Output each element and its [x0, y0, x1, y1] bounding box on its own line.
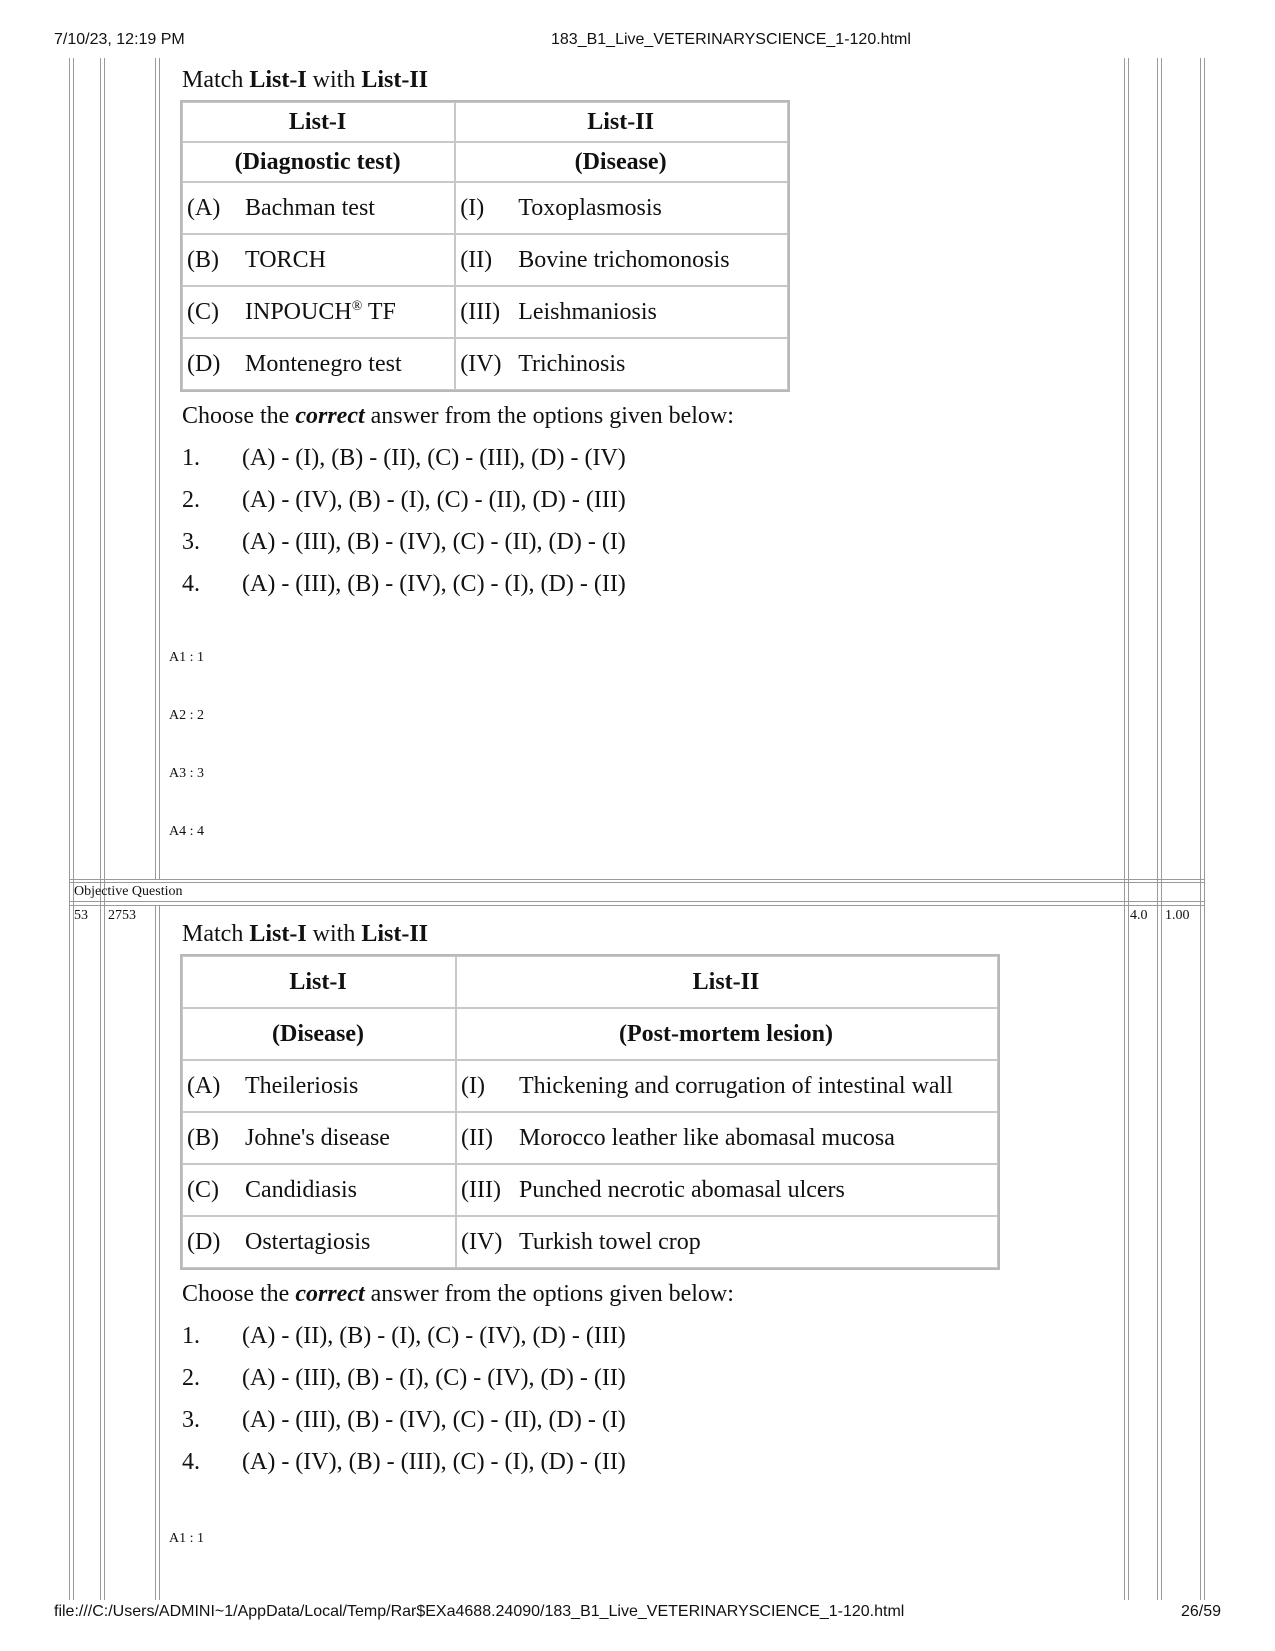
list1-subheading: (Disease): [182, 1008, 456, 1060]
choose-instruction: Choose the correct answer from the options given below:: [182, 1281, 734, 1307]
option-item: 4. (A) - (III), (B) - (IV), (C) - (I), (D) - (II): [182, 571, 626, 597]
option-item: 3. (A) - (III), (B) - (IV), (C) - (II), (D) - (I): [182, 1407, 626, 1433]
list2-subheading: (Disease): [455, 142, 788, 182]
list1-heading: List-I: [182, 956, 456, 1008]
table-row: (C) Candidiasis (III) Punched necrotic abomasal ulcers: [182, 1164, 998, 1216]
list1-subheading: (Diagnostic test): [182, 142, 455, 182]
table-row: (D) Ostertagiosis (IV) Turkish towel crop: [182, 1216, 998, 1268]
list2-subheading: (Post-mortem lesion): [456, 1008, 998, 1060]
table-row: (B) Johne's disease (II) Morocco leather like abomasal mucosa: [182, 1112, 998, 1164]
table-row: (D) Montenegro test (IV) Trichinosis: [182, 338, 788, 390]
question-id: 2753: [108, 908, 136, 923]
match-table: [180, 100, 790, 392]
list2-heading: List-II: [456, 956, 998, 1008]
document-title: 183_B1_Live_VETERINARYSCIENCE_1-120.html: [551, 31, 911, 48]
file-url: file:///C:/Users/ADMINI~1/AppData/Local/Temp/Rar$EXa4688.24090/183_B1_Live_VETERINARYSCIENCE_1-120.html: [54, 1603, 905, 1620]
option-item: 2. (A) - (IV), (B) - (I), (C) - (II), (D) - (III): [182, 487, 626, 513]
table-row: (A) Theileriosis (I) Thickening and corrugation of intestinal wall: [182, 1060, 998, 1112]
question-marks: 4.0: [1130, 908, 1148, 923]
option-item: 2. (A) - (III), (B) - (I), (C) - (IV), (D) - (II): [182, 1365, 626, 1391]
table-row: (C) INPOUCH® TF (III) Leishmaniosis: [182, 286, 788, 338]
option-item: 4. (A) - (IV), (B) - (III), (C) - (I), (D) - (II): [182, 1449, 626, 1475]
answer-option-4: A4 : 4: [169, 824, 204, 839]
print-datetime: 7/10/23, 12:19 PM: [54, 31, 185, 48]
question-serial: 53: [74, 908, 88, 923]
option-item: 1. (A) - (I), (B) - (II), (C) - (III), (D) - (IV): [182, 445, 626, 471]
match-table: [180, 954, 1000, 1270]
option-item: 3. (A) - (III), (B) - (IV), (C) - (II), (D) - (I): [182, 529, 626, 555]
answer-option-3: A3 : 3: [169, 766, 204, 781]
negative-marks: 1.00: [1165, 908, 1190, 923]
question-52-body: [180, 66, 790, 598]
list2-heading: List-II: [455, 102, 788, 142]
table-row: (A) Bachman test (I) Toxoplasmosis: [182, 182, 788, 234]
question-53-body: [180, 920, 1000, 1476]
page-number: 26/59: [1181, 1603, 1222, 1620]
question-intro: Match List-I with List-II: [182, 921, 429, 947]
answer-option-1: A1 : 1: [169, 650, 204, 665]
option-item: 1. (A) - (II), (B) - (I), (C) - (IV), (D) - (III): [182, 1323, 626, 1349]
choose-instruction: Choose the correct answer from the options given below:: [182, 403, 734, 429]
question-type-label: Objective Question: [74, 884, 183, 899]
answer-option-1: A1 : 1: [169, 1531, 204, 1546]
list1-heading: List-I: [182, 102, 455, 142]
answer-option-2: A2 : 2: [169, 708, 204, 723]
table-row: (B) TORCH (II) Bovine trichomonosis: [182, 234, 788, 286]
question-intro: Match List-I with List-II: [182, 67, 429, 93]
